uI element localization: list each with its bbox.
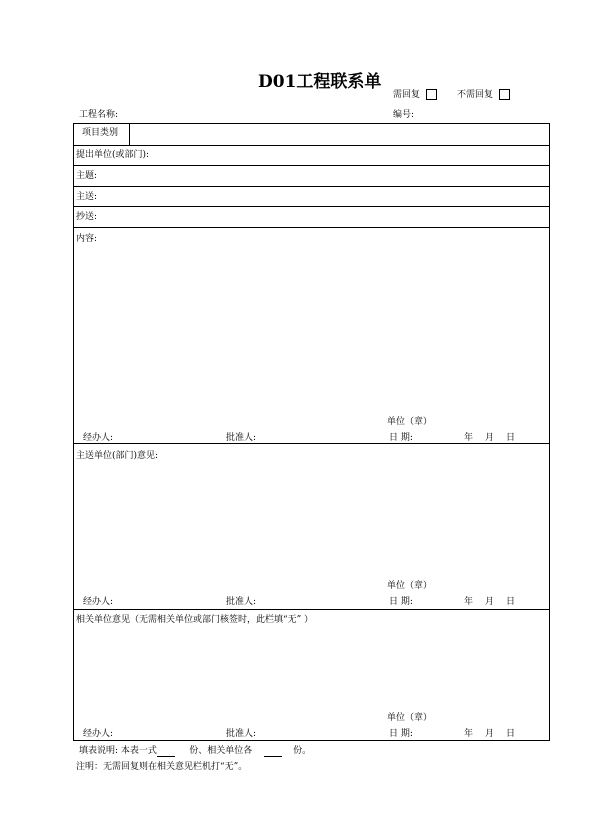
subject-label: 主题: [76,171,98,181]
main-opinion-field[interactable] [76,465,546,575]
row-divider [73,206,550,207]
reply-not-needed-checkbox[interactable] [499,89,510,100]
send-to-field[interactable] [110,188,548,205]
approver-label: 批准人: [226,433,257,443]
month-label: 月 [485,729,495,739]
day-label: 日 [506,433,516,443]
row-divider [73,443,550,444]
submitter-label: 提出单位(或部门): [76,150,150,160]
content-field[interactable] [76,248,546,408]
reply-needed-label: 需回复 [393,90,421,100]
copies-blank[interactable] [157,746,175,757]
day-label: 日 [506,729,516,739]
approver-label: 批准人: [226,597,257,607]
row-divider [73,609,550,610]
handler-label: 经办人: [83,597,114,607]
project-type-field[interactable] [131,125,548,144]
subject-field[interactable] [110,167,548,185]
row-divider [73,145,550,146]
content-label: 内容: [76,234,98,244]
year-label: 年 [464,433,474,443]
approver-label: 批准人: [226,729,257,739]
year-label: 年 [464,729,474,739]
fill-note-mid: 份、相关单位各 [189,746,253,756]
project-name-label: 工程名称: [79,110,119,120]
handler-label: 经办人: [83,433,114,443]
fill-note-suffix: 份。 [293,746,312,756]
month-label: 月 [485,433,495,443]
cc-field[interactable] [110,208,548,226]
date-label: 日 期: [389,729,413,739]
reply-needed-checkbox[interactable] [426,89,437,100]
fill-instructions [79,746,311,757]
unit-seal-label: 单位（章） [387,713,433,723]
unit-seal-label: 单位（章） [387,581,433,591]
reply-not-needed-option[interactable] [457,89,510,101]
related-copies-blank[interactable] [264,746,282,757]
day-label: 日 [506,597,516,607]
year-label: 年 [464,597,474,607]
cell-divider [129,123,130,145]
date-label: 日 期: [389,433,413,443]
row-divider [73,227,550,228]
related-opinion-label: 相关单位意见（无需相关单位或部门核签时，此栏填“无” ） [76,615,314,625]
date-label: 日 期: [389,597,413,607]
reply-needed-option[interactable] [393,89,437,101]
month-label: 月 [485,597,495,607]
send-to-label: 主送: [76,192,98,202]
submitter-field[interactable] [170,147,548,164]
main-opinion-label: 主送单位(部门)意见: [76,451,159,461]
footer-note: 注明：无需回复则在相关意见栏机打“无”。 [76,762,248,772]
reply-not-needed-label: 不需回复 [457,90,494,100]
form-title: D01工程联系单 [258,72,382,92]
handler-label: 经办人: [83,729,114,739]
row-divider [73,186,550,187]
number-label: 编号: [393,110,415,120]
row-divider [73,165,550,166]
cc-label: 抄送: [76,212,98,222]
related-opinion-field[interactable] [76,630,546,705]
fill-note-prefix: 填表说明: 本表一式 [79,746,157,756]
project-type-label: 项目类别 [82,128,119,138]
unit-seal-label: 单位（章） [387,417,433,427]
